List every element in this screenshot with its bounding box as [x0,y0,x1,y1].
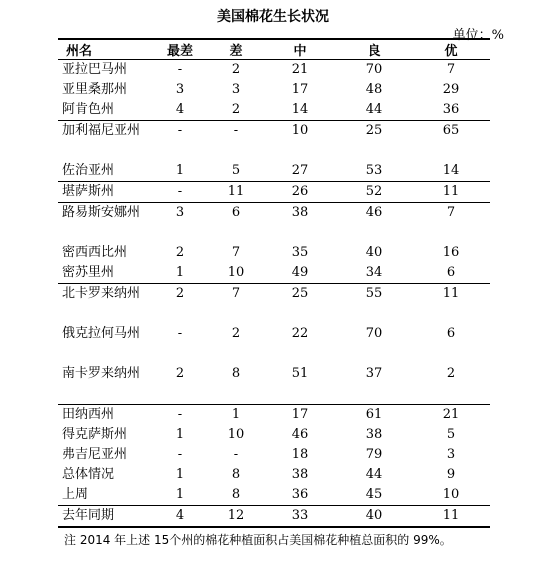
cell-excellent: 21 [412,405,490,426]
cell-good: 46 [336,203,412,244]
cell-very-poor: 1 [175,487,185,502]
cell-excellent: 65 [412,121,490,162]
cell-very-poor: 2 [175,366,185,381]
cell-good: 38 [365,427,383,442]
cell-good: 44 [365,467,383,482]
cell-excellent: 29 [442,82,460,97]
cell-fair: 27 [291,163,309,178]
cell-poor: 1 [208,405,264,426]
table-row [58,100,490,121]
table-row [58,161,490,182]
cell-fair: 51 [291,366,309,381]
state-name-cell: 田纳西州 [58,405,152,426]
column-header-very-poor: 最差 [152,39,208,60]
column-header-state: 州名 [58,39,152,60]
cell-very-poor: - [177,326,183,341]
cell-poor: 6 [208,203,264,244]
cell-fair: 25 [264,284,336,325]
cell-fair: 17 [264,405,336,426]
cell-excellent: 5 [446,427,456,442]
cell-very-poor: - [152,121,208,162]
state-name-cell: 路易斯安娜州 [58,203,152,244]
table-row [58,121,490,162]
cell-fair: 18 [291,447,309,462]
cell-fair: 38 [264,203,336,244]
table-row [58,203,490,244]
cell-very-poor: 4 [175,102,185,117]
cell-excellent: 7 [446,62,456,77]
table-title: 美国棉花生长状况 [217,9,329,25]
table-row [58,60,490,81]
cell-excellent: 7 [412,203,490,244]
state-name-cell: 加利福尼亚州 [58,121,152,162]
table-row [58,445,490,465]
cell-very-poor: 1 [175,467,185,482]
unit-label: 单位：% [452,28,504,43]
state-name-cell: 总体情况 [62,467,115,482]
table-row [58,405,490,426]
cell-poor: 11 [208,182,264,203]
state-name-cell: 俄克拉何马州 [62,326,141,341]
cell-very-poor: 4 [152,506,208,528]
cell-very-poor: - [177,447,183,462]
footnote: 注 2014 年上述 15个州的棉花种植面积占美国棉花种植总面积的 99%。 [64,533,452,547]
cell-excellent: 10 [442,487,460,502]
cell-excellent: 2 [446,366,456,381]
header-row [58,39,490,60]
cell-good: 53 [365,163,383,178]
table-row [58,465,490,485]
cell-excellent: 14 [442,163,460,178]
cell-good: 70 [365,62,383,77]
table-row [58,425,490,445]
cell-good: 45 [365,487,383,502]
state-name-cell: 堪萨斯州 [58,182,152,203]
cell-poor: 2 [231,326,241,341]
state-name-cell: 佐治亚州 [62,163,115,178]
state-name-cell: 亚里桑那州 [62,82,128,97]
state-name-cell: 密苏里州 [62,265,115,280]
state-name-cell: 密西西比州 [62,245,128,260]
cell-good: 61 [336,405,412,426]
state-name-cell: 得克萨斯州 [62,427,128,442]
cell-very-poor: 2 [175,245,185,260]
cell-poor: 10 [227,265,245,280]
column-header-poor: 差 [208,39,264,60]
cell-good: 40 [365,245,383,260]
cell-excellent: 3 [446,447,456,462]
cell-poor: 7 [231,245,241,260]
cell-poor: 2 [231,62,241,77]
table-row [58,182,490,203]
cell-good: 44 [365,102,383,117]
state-name-cell: 上周 [62,487,89,502]
cell-excellent: 11 [412,506,490,528]
cell-fair: 26 [264,182,336,203]
cell-good: 25 [336,121,412,162]
cell-very-poor: 1 [175,265,185,280]
cell-fair: 35 [291,245,309,260]
cell-poor: 12 [208,506,264,528]
table-row [58,364,490,405]
cell-poor: 8 [231,366,241,381]
cell-fair: 36 [291,487,309,502]
cell-very-poor: - [152,405,208,426]
cell-excellent: 11 [412,284,490,325]
cell-fair: 21 [291,62,309,77]
cell-poor: 5 [231,163,241,178]
cell-good: 70 [365,326,383,341]
cell-good: 37 [365,366,383,381]
table-row [58,324,490,364]
column-header-good: 良 [336,39,412,60]
cell-poor: 7 [208,284,264,325]
table-row [58,485,490,506]
cell-poor: - [208,121,264,162]
cell-fair: 17 [291,82,309,97]
cell-very-poor: 3 [152,203,208,244]
column-header-excellent: 优 [412,39,490,60]
cell-poor: 8 [231,487,241,502]
cell-poor: 3 [231,82,241,97]
cell-fair: 22 [291,326,309,341]
cell-fair: 46 [291,427,309,442]
cell-fair: 38 [291,467,309,482]
cell-good: 52 [336,182,412,203]
table-row [58,80,490,100]
cell-very-poor: - [177,62,183,77]
cell-fair: 49 [291,265,309,280]
cell-fair: 14 [291,102,309,117]
cell-poor: 10 [227,427,245,442]
table-row [58,506,490,528]
cell-good: 48 [365,82,383,97]
state-name-cell: 亚拉巴马州 [62,62,128,77]
state-name-cell: 北卡罗来纳州 [58,284,152,325]
cell-excellent: 6 [446,265,456,280]
state-name-cell: 南卡罗来纳州 [62,366,141,381]
cell-very-poor: 1 [175,163,185,178]
cell-fair: 33 [264,506,336,528]
cell-excellent: 6 [446,326,456,341]
cell-excellent: 36 [442,102,460,117]
cell-very-poor: 3 [175,82,185,97]
cell-poor: 2 [231,102,241,117]
cotton-condition-table [58,38,490,528]
cell-excellent: 16 [442,245,460,260]
state-name-cell: 去年同期 [58,506,152,528]
cell-poor: 8 [231,467,241,482]
table-row [58,243,490,263]
cell-excellent: 9 [446,467,456,482]
table-row [58,284,490,325]
cell-very-poor: 2 [152,284,208,325]
cell-excellent: 11 [412,182,490,203]
table-row [58,263,490,284]
cell-poor: - [233,447,239,462]
column-header-fair: 中 [264,39,336,60]
cell-good: 40 [336,506,412,528]
cell-good: 34 [365,265,383,280]
cell-very-poor: - [152,182,208,203]
cell-good: 55 [336,284,412,325]
cell-fair: 10 [264,121,336,162]
state-name-cell: 阿肯色州 [62,102,115,117]
cell-very-poor: 1 [175,427,185,442]
cell-good: 79 [365,447,383,462]
state-name-cell: 弗吉尼亚州 [62,447,128,462]
